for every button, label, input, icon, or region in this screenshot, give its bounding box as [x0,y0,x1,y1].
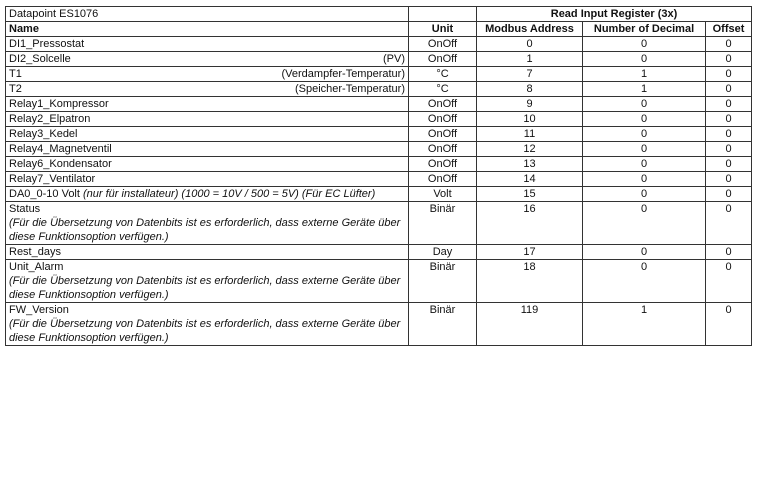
column-header-unit: Unit [409,22,477,37]
cell-name [6,97,409,112]
cell-name-label: Relay4_Magnetventil [9,143,112,155]
cell-offset: 0 [706,112,752,127]
cell-modbus-address: 13 [477,157,583,172]
cell-decimal: 0 [583,97,706,112]
cell-unit: OnOff [409,172,477,187]
cell-modbus-address: 0 [477,37,583,52]
cell-name-label: Relay7_Ventilator [9,173,96,185]
cell-offset: 0 [706,52,752,67]
cell-unit: OnOff [409,112,477,127]
table-row [6,127,752,142]
cell-offset: 0 [706,142,752,157]
cell-offset: 0 [706,97,752,112]
cell-unit: °C [409,67,477,82]
cell-name [6,202,409,245]
table-row [6,142,752,157]
cell-modbus-address: 14 [477,172,583,187]
cell-decimal: 0 [583,260,706,303]
cell-name [6,67,409,82]
cell-name-label: Relay1_Kompressor [9,98,109,110]
cell-offset: 0 [706,37,752,52]
datapoint-table [5,6,752,346]
cell-decimal: 1 [583,67,706,82]
cell-decimal: 0 [583,157,706,172]
table-header-top-row [6,7,752,22]
cell-offset: 0 [706,82,752,97]
cell-unit: Volt [409,187,477,202]
table-row [6,260,752,303]
cell-offset: 0 [706,202,752,245]
cell-unit: Binär [409,260,477,303]
cell-decimal: 0 [583,52,706,67]
cell-name [6,52,409,67]
cell-name-label: Relay6_Kondensator [9,158,112,170]
cell-modbus-address: 9 [477,97,583,112]
table-row [6,245,752,260]
cell-name [6,245,409,260]
table-row [6,172,752,187]
cell-name-annotation: (Speicher-Temperatur) [294,83,405,95]
cell-decimal: 0 [583,172,706,187]
cell-name-label: Rest_days [9,246,61,258]
cell-modbus-address: 10 [477,112,583,127]
cell-name-label: Status [9,203,41,215]
cell-modbus-address: 18 [477,260,583,303]
cell-unit: °C [409,82,477,97]
cell-offset: 0 [706,127,752,142]
cell-name [6,142,409,157]
cell-offset: 0 [706,172,752,187]
cell-decimal: 1 [583,82,706,97]
cell-modbus-address: 12 [477,142,583,157]
cell-unit: OnOff [409,52,477,67]
cell-unit: Binär [409,202,477,245]
table-row [6,67,752,82]
cell-name [6,157,409,172]
cell-decimal: 0 [583,112,706,127]
table-body [6,37,752,346]
table-row [6,82,752,97]
cell-unit: Binär [409,303,477,346]
cell-unit: OnOff [409,97,477,112]
cell-decimal: 0 [583,127,706,142]
cell-unit: OnOff [409,157,477,172]
cell-decimal: 0 [583,187,706,202]
cell-offset: 0 [706,187,752,202]
cell-name-note: (nur für installateur) (1000 = 10V / 500 = 5V) (Für EC Lüfter) [83,188,376,200]
table-header-row [6,22,752,37]
cell-name-annotation: (Verdampfer-Temperatur) [281,68,405,80]
cell-name [6,37,409,52]
cell-modbus-address: 17 [477,245,583,260]
cell-modbus-address: 7 [477,67,583,82]
cell-name-note: (Für die Übersetzung von Datenbits ist es erforderlich, dass externe Geräte über diese Funktionsoption verfügen.) [9,275,401,301]
cell-unit: OnOff [409,37,477,52]
cell-name [6,303,409,346]
cell-name [6,112,409,127]
column-header-name: Name [6,22,409,37]
cell-name-label: T2 [9,83,22,95]
cell-offset: 0 [706,245,752,260]
cell-name-note: (Für die Übersetzung von Datenbits ist es erforderlich, dass externe Geräte über diese Funktionsoption verfügen.) [9,217,401,243]
cell-name [6,82,409,97]
cell-modbus-address: 15 [477,187,583,202]
cell-modbus-address: 1 [477,52,583,67]
cell-name-label: DA0_0-10 Volt [9,188,80,200]
cell-modbus-address: 11 [477,127,583,142]
table-row [6,202,752,245]
cell-name-label: Relay2_Elpatron [9,113,91,125]
cell-offset: 0 [706,157,752,172]
cell-decimal: 0 [583,245,706,260]
cell-decimal: 0 [583,142,706,157]
register-group-header: Read Input Register (3x) [477,7,752,22]
cell-name [6,127,409,142]
cell-name [6,172,409,187]
cell-modbus-address: 16 [477,202,583,245]
cell-offset: 0 [706,303,752,346]
cell-name-label: Unit_Alarm [9,261,64,273]
cell-offset: 0 [706,260,752,303]
column-header-decimal: Number of Decimal [583,22,706,37]
cell-decimal: 1 [583,303,706,346]
cell-name-label: T1 [9,68,22,80]
table-row [6,187,752,202]
datapoint-title: Datapoint ES1076 [6,7,409,22]
cell-decimal: 0 [583,37,706,52]
column-header-offset: Offset [706,22,752,37]
cell-name-label: DI1_Pressostat [9,38,85,50]
cell-offset: 0 [706,67,752,82]
cell-modbus-address: 8 [477,82,583,97]
cell-unit: OnOff [409,142,477,157]
cell-name-note: (Für die Übersetzung von Datenbits ist es erforderlich, dass externe Geräte über diese Funktionsoption verfügen.) [9,318,401,344]
cell-name-annotation: (PV) [383,53,405,65]
cell-decimal: 0 [583,202,706,245]
header-spacer [409,7,477,22]
cell-name [6,260,409,303]
cell-name [6,187,409,202]
cell-unit: OnOff [409,127,477,142]
table-row [6,97,752,112]
cell-name-label: FW_Version [9,304,69,316]
table-row [6,157,752,172]
cell-modbus-address: 119 [477,303,583,346]
table-row [6,303,752,346]
column-header-modbus-address: Modbus Address [477,22,583,37]
table-row [6,52,752,67]
table-row [6,37,752,52]
cell-unit: Day [409,245,477,260]
cell-name-label: Relay3_Kedel [9,128,78,140]
cell-name-label: DI2_Solcelle [9,53,71,65]
table-row [6,112,752,127]
